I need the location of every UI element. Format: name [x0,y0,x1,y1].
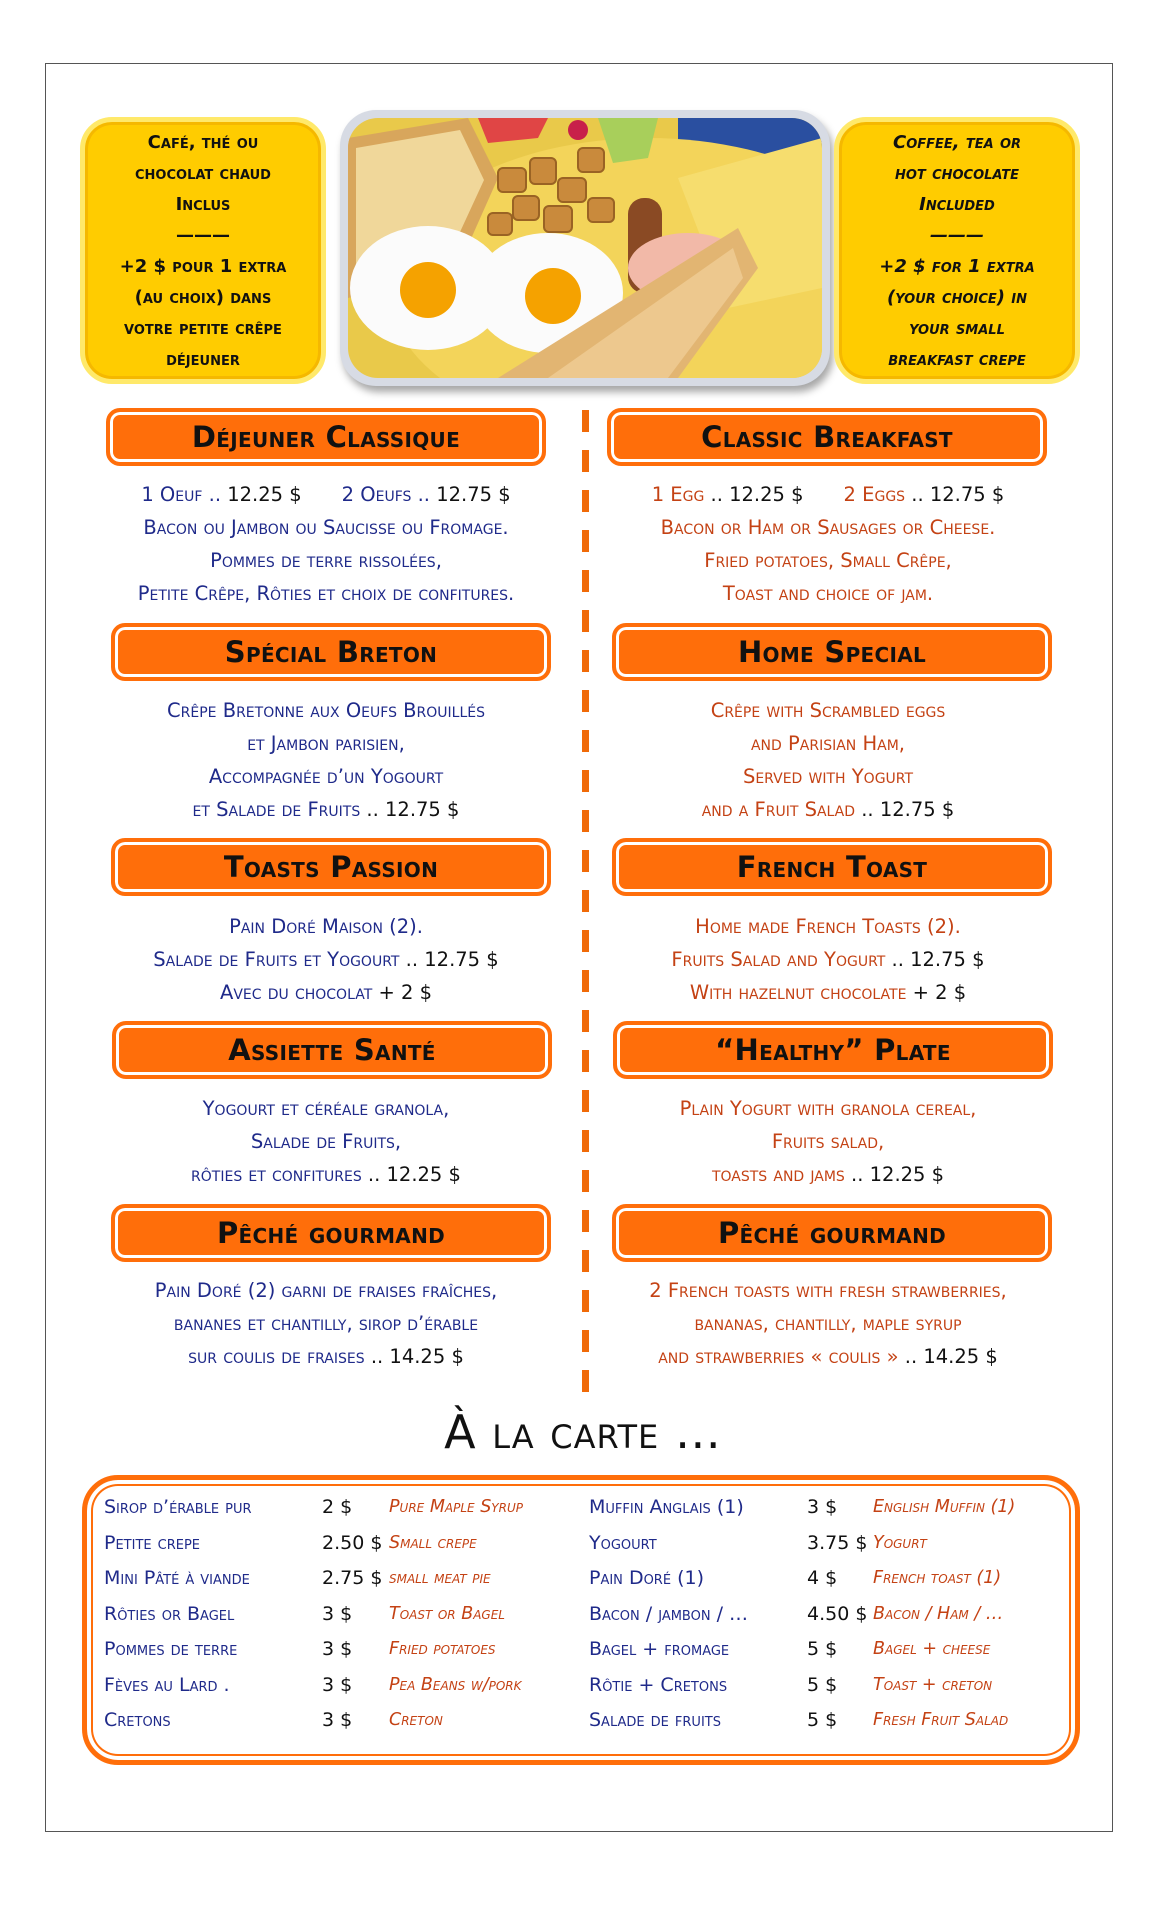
carte-item-en: Small crepe [389,1532,477,1553]
carte-item-en: English Muffin (1) [873,1497,1016,1517]
menu-line [588,511,1068,544]
menu-line [588,544,1068,577]
menu-line [86,1340,566,1373]
item-text: Yogourt et céréale granola, [202,1097,450,1120]
menu-line [86,943,566,976]
body-toasts-passion [86,910,566,1009]
menu-line [86,1158,566,1191]
item-text: and a Fruit Salad [701,798,862,821]
menu-line [86,511,566,544]
carte-item-price: 3 $ [322,1638,353,1660]
info-line: your small [909,317,1005,339]
carte-item-fr: Pommes de terre [104,1638,238,1660]
price-label: .. 12.75 $ [885,948,985,971]
carte-item-fr: Rôtie + Cretons [589,1673,728,1696]
menu-line [86,976,566,1009]
carte-item-en: Toast or Bagel [389,1603,505,1624]
menu-line [86,1307,566,1340]
info-line: chocolat chaud [135,162,271,184]
item-text: Fruits Salad and Yogurt [671,948,886,971]
info-line: ——— [176,224,230,246]
carte-item-price: 4 $ [807,1567,838,1589]
carte-item-price: 3 $ [807,1496,838,1518]
body-assiette-sante [86,1092,566,1191]
item-text: 2 Eggs [843,483,912,506]
header-home-special: Home Special [612,623,1052,681]
carte-item-fr: Muffin Anglais (1) [589,1496,744,1518]
carte-item-price: 3 $ [322,1673,353,1696]
header-peche-gourmand-en: Pêché gourmand [612,1204,1052,1262]
menu-line [588,1307,1068,1340]
info-line: +2 $ for 1 extra [879,255,1035,277]
price-label: .. 12.25 $ [710,483,804,506]
menu-line [86,727,566,760]
menu-line [86,793,566,826]
item-text: Petite Crêpe, Rôties et choix de confitures. [137,582,515,605]
info-line: +2 $ pour 1 extra [119,255,287,277]
body-classic-breakfast [588,478,1068,610]
info-line: hot chocolate [895,162,1019,184]
carte-item-price: 3 $ [322,1602,353,1625]
menu-line [86,1092,566,1125]
a-la-carte-title: À la carte … [444,1405,722,1459]
header-toasts-passion: Toasts Passion [111,838,551,896]
info-line: Café, thé ou [147,131,259,153]
carte-item-en: Creton [389,1710,443,1730]
item-text: Bacon or Ham or Sausages or Cheese. [660,516,996,539]
price-label: .. 12.75 $ [911,483,1005,506]
info-line: (your choice) in [886,286,1027,308]
item-text: Served with Yogurt [742,765,914,788]
menu-line [86,577,566,610]
item-text: 2 Oeufs .. [341,483,437,506]
header-healthy-plate: “Healthy” Plate [613,1021,1053,1079]
menu-line [588,1158,1068,1191]
menu-line [588,793,1068,826]
item-text: Fruits salad, [771,1130,885,1153]
info-line: Included [919,193,995,215]
carte-item-price: 2 $ [322,1496,353,1518]
carte-item-price: 5 $ [807,1673,838,1696]
price-label: .. 12.75 $ [399,948,499,971]
body-french-toast [588,910,1068,1009]
carte-item-en: Toast + creton [873,1674,993,1695]
item-text: sur coulis de fraises [188,1345,365,1368]
carte-item-price: 2.50 $ [322,1531,383,1554]
menu-line [86,478,566,511]
carte-item-en: Fried potatoes [389,1639,496,1659]
item-text: Salade de Fruits et Yogourt [153,948,400,971]
price-label: .. 12.75 $ [360,798,460,821]
carte-item-price: 2.75 $ [322,1567,383,1589]
item-text: and strawberries « coulis » [658,1345,905,1368]
header-french-toast: French Toast [612,838,1052,896]
info-line: votre petite crêpe [124,317,282,339]
item-text: Fried potatoes, Small Crêpe, [704,549,952,572]
menu-line [588,727,1068,760]
header-dejeuner-classique: Déjeuner Classique [106,408,546,466]
menu-line [588,1125,1068,1158]
carte-item-en: small meat pie [389,1568,491,1588]
carte-item-fr: Pain Doré (1) [589,1567,705,1589]
item-text: 1 Oeuf .. [141,483,228,506]
item-text: Toast and choice of jam. [722,582,934,605]
menu-line [588,577,1068,610]
carte-item-en: Bacon / Ham / … [873,1603,1004,1624]
item-text: Avec du chocolat [220,981,373,1004]
menu-line [86,1125,566,1158]
carte-item-en: Pure Maple Syrup [389,1497,523,1517]
item-text: Crêpe Bretonne aux Oeufs Brouillés [167,699,485,722]
price-label: + 2 $ [906,981,967,1004]
carte-item-price: 4.50 $ [807,1602,868,1625]
info-line: (au choix) dans [134,286,272,308]
menu-line [86,1274,566,1307]
menu-line [86,694,566,727]
item-text: rôties et confitures [191,1163,362,1186]
carte-item-en: Bagel + cheese [873,1639,991,1659]
breakfast-photo [340,110,830,386]
price-label: .. 12.25 $ [851,1163,945,1186]
menu-line [588,478,1068,511]
body-dejeuner-classique [86,478,566,610]
menu-line [588,976,1068,1009]
menu-line [588,910,1068,943]
item-text: With hazelnut chocolate [689,981,907,1004]
price-label: 12.75 $ [436,483,511,506]
price-label: .. 12.25 $ [361,1163,461,1186]
item-text: et Jambon parisien, [247,732,405,755]
body-peche-gourmand-en [588,1274,1068,1373]
menu-line [588,760,1068,793]
item-text: and Parisian Ham, [750,732,905,755]
menu-line [588,1274,1068,1307]
item-text: Home made French Toasts (2). [695,915,961,938]
item-text: 1 Egg [651,483,711,506]
breakfast-plate-image [348,118,822,378]
info-line: Inclus [175,193,231,215]
body-healthy-plate [588,1092,1068,1191]
carte-item-price: 5 $ [807,1709,838,1731]
item-text: et Salade de Fruits [192,798,361,821]
price-label: .. 14.25 $ [904,1345,998,1368]
carte-item-price: 3 $ [322,1709,353,1731]
menu-line [86,910,566,943]
item-text: Bacon ou Jambon ou Saucisse ou Fromage. [143,516,509,539]
header-assiette-sante: Assiette Santé [112,1021,552,1079]
carte-item-fr: Bacon / jambon / … [589,1602,749,1625]
header-special-breton: Spécial Breton [111,623,551,681]
item-text: Pain Doré (2) garni de fraises fraîches, [154,1279,498,1302]
item-text: toasts and jams [711,1163,852,1186]
carte-item-fr: Salade de fruits [589,1709,721,1731]
body-peche-gourmand-fr [86,1274,566,1373]
item-text: Pommes de terre rissolées, [210,549,442,572]
item-text: Plain Yogurt with granola cereal, [679,1097,977,1120]
header-classic-breakfast: Classic Breakfast [607,408,1047,466]
price-label: .. 14.25 $ [364,1345,464,1368]
info-line: déjeuner [166,348,240,370]
item-text: 2 French toasts with fresh strawberries, [649,1279,1007,1302]
carte-item-fr: Fèves au Lard . [104,1673,230,1696]
item-text: Salade de Fruits, [250,1130,402,1153]
carte-item-fr: Rôties or Bagel [104,1602,235,1625]
carte-item-fr: Bagel + fromage [589,1638,730,1660]
menu-line [588,694,1068,727]
info-box-french [80,117,326,384]
carte-item-en: Fresh Fruit Salad [873,1710,1009,1730]
carte-item-en: Yogurt [873,1532,927,1553]
menu-line [588,943,1068,976]
carte-item-price: 3.75 $ [807,1531,868,1554]
carte-item-fr: Mini Pâté à viande [104,1567,250,1589]
carte-item-fr: Petite crepe [104,1531,201,1554]
price-label: .. 12.75 $ [861,798,955,821]
carte-item-fr: Cretons [104,1709,171,1731]
item-text: Pain Doré Maison (2). [229,915,423,938]
body-special-breton [86,694,566,826]
menu-line [588,1340,1068,1373]
item-text: bananes et chantilly, sirop d’érable [173,1312,479,1335]
info-box-english [834,117,1080,384]
item-text: Crêpe with Scrambled eggs [710,699,946,722]
carte-item-price: 5 $ [807,1638,838,1660]
price-label: + 2 $ [372,981,432,1004]
carte-item-en: Pea Beans w/pork [389,1674,522,1695]
info-line: Coffee, tea or [892,131,1022,153]
menu-line [86,760,566,793]
carte-item-en: French toast (1) [873,1568,1002,1588]
carte-item-fr: Sirop d’érable pur [104,1496,252,1518]
info-line: ——— [930,224,984,246]
item-text: bananas, chantilly, maple syrup [694,1312,962,1335]
menu-line [86,544,566,577]
header-peche-gourmand-fr: Pêché gourmand [111,1204,551,1262]
body-home-special [588,694,1068,826]
item-text: Accompagnée d’un Yogourt [208,765,444,788]
carte-item-fr: Yogourt [589,1531,657,1554]
price-label: 12.25 $ [227,483,302,506]
info-line: breakfast crepe [888,348,1026,370]
menu-line [588,1092,1068,1125]
